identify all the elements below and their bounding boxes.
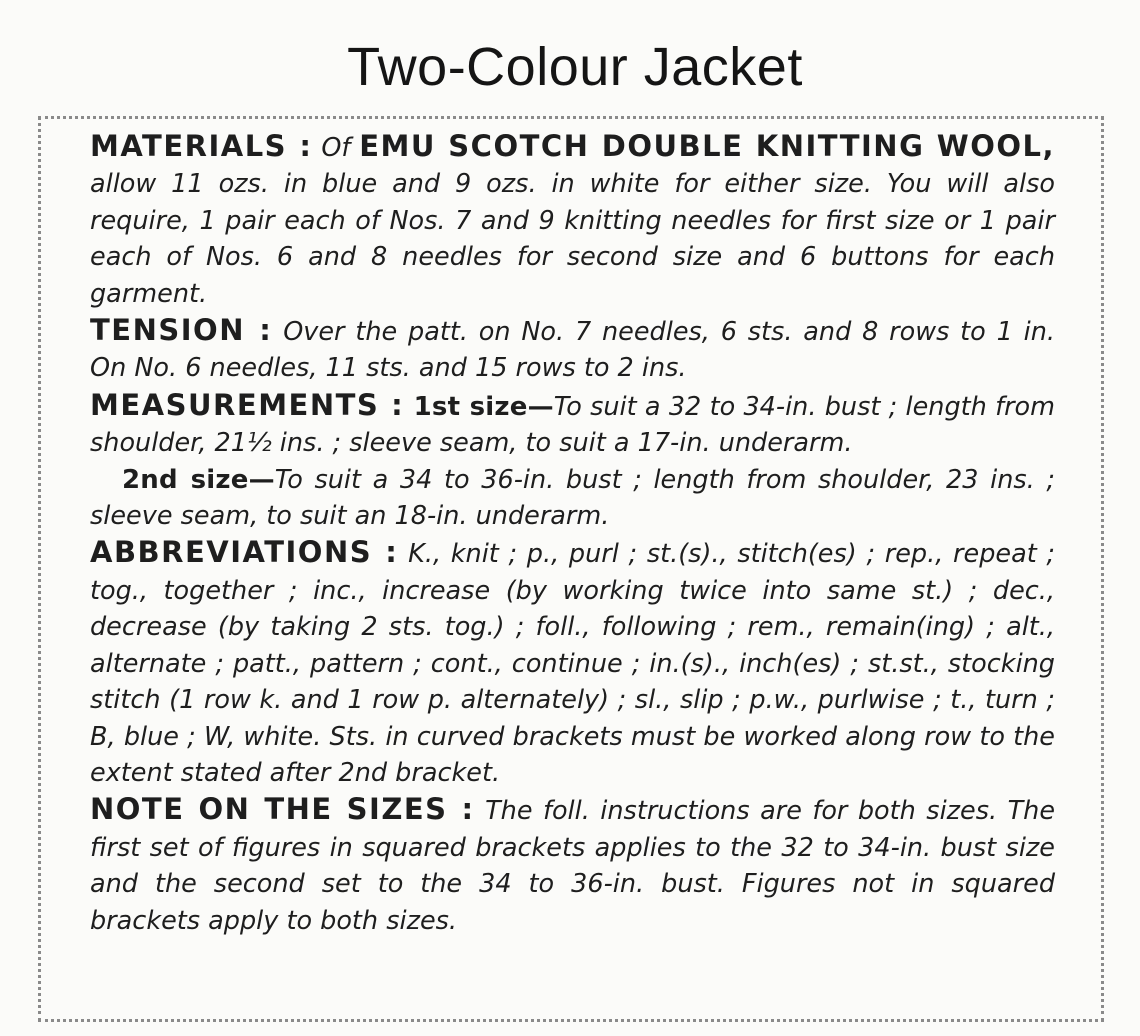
tension-heading: TENSION : xyxy=(90,313,273,348)
first-size-text: To suit a 32 to 34-in. bust ; length from shoulder, 21½ ins. ; sleeve seam, to suit a 17-in. underarm. xyxy=(90,391,1055,459)
measurements-section xyxy=(90,387,1055,462)
tension-section xyxy=(90,312,1055,387)
note-section xyxy=(90,791,1055,939)
materials-of: Of xyxy=(312,133,360,163)
second-size-section xyxy=(90,462,1055,535)
note-text: The foll. instructions are for both sizes. The first set of figures in squared brackets applies to the 32 to 34-in. bust size and the second set to the 34 to 36-in. bust. Figures not in squared brackets apply to both sizes. xyxy=(90,796,1056,936)
abbreviations-text: K., knit ; p., purl ; st.(s)., stitch(es) ; rep., repeat ; tog., together ; inc., increase (by working twice into same st.) ; dec., decrease (by taking 2 sts. tog.) ; foll., following ; rem., remain(ing) ; alt., alternate ; patt., pattern ; cont., continue ; in.(s)., inch(es) ; st.st., stocking stitch (1 row k. and 1 row p. alternately) ; sl., slip ; p.w., purlwise ; t., turn ; B, blue ; W, white. Sts. in curved brackets must be worked along row to the extent stated after 2nd bracket. xyxy=(90,539,1055,788)
abbreviations-heading: ABBREVIATIONS : xyxy=(90,535,399,570)
pattern-notes xyxy=(90,128,1055,939)
materials-text: allow 11 ozs. in blue and 9 ozs. in white for either size. You will also require, 1 pair each of Nos. 7 and 9 knitting needles for first size or 1 pair each of Nos. 6 and 8 needles for second size and 6 buttons for each garment. xyxy=(90,169,1055,309)
measurements-heading: MEASUREMENTS : xyxy=(90,387,405,422)
materials-heading: MATERIALS : xyxy=(90,129,313,163)
abbreviations-section xyxy=(90,534,1055,791)
page-title: Two-Colour Jacket xyxy=(347,37,803,97)
second-size-text: To suit a 34 to 36-in. bust ; length from shoulder, 23 ins. ; sleeve seam, to suit an 18-in. underarm. xyxy=(90,464,1056,532)
note-heading: NOTE ON THE SIZES : xyxy=(90,792,475,827)
tension-text: Over the patt. on No. 7 needles, 6 sts. and 8 rows to 1 in. On No. 6 needles, 11 sts. and 15 rows to 2 ins. xyxy=(90,317,1055,384)
yarn-name: EMU SCOTCH DOUBLE KNITTING WOOL, xyxy=(359,129,1056,163)
materials-section xyxy=(90,128,1055,312)
second-size-label: 2nd size— xyxy=(122,464,275,495)
first-size-label: 1st size— xyxy=(404,391,554,422)
